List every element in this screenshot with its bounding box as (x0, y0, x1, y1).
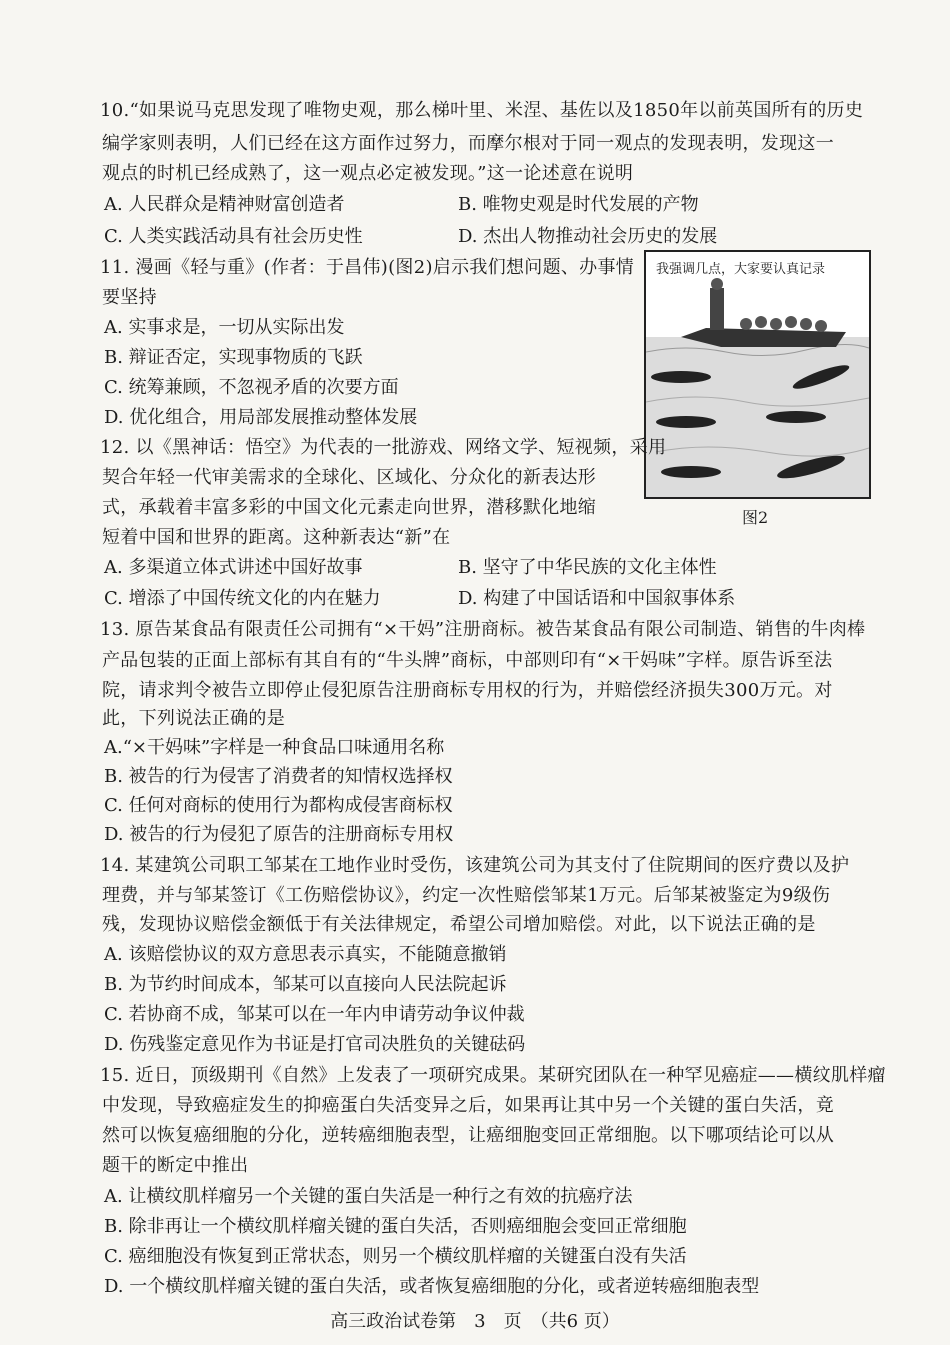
figure-label: 图2 (742, 508, 769, 527)
option-c: C. 增添了中国传统文化的内在魅力 (104, 588, 381, 609)
option-b: B. 被告的行为侵害了消费者的知情权选择权 (104, 766, 453, 787)
option-b: B. 辩证否定，实现事物质的飞跃 (104, 347, 363, 368)
question-text-line: 契合年轻一代审美需求的全球化、区域化、分众化的新表达形 (102, 467, 597, 488)
option-c: C. 若协商不成，邹某可以在一年内申请劳动争议仲裁 (104, 1004, 525, 1025)
option-a: A. 人民群众是精神财富创造者 (104, 194, 345, 215)
option-a: A. 该赔偿协议的双方意思表示真实，不能随意撤销 (104, 944, 507, 965)
question-text-line: 要坚持 (102, 287, 157, 308)
option-b: B. 坚守了中华民族的文化主体性 (458, 557, 717, 578)
option-d: D. 构建了中国话语和中国叙事体系 (458, 588, 736, 609)
option-b: B. 为节约时间成本，邹某可以直接向人民法院起诉 (104, 974, 507, 995)
question-text-line: 残，发现协议赔偿金额低于有关法律规定，希望公司增加赔偿。对此，以下说法正确的是 (102, 914, 816, 935)
question-text-line: 短着中国和世界的距离。这种新表达“新”在 (102, 527, 451, 548)
option-d: D. 杰出人物推动社会历史的发展 (458, 226, 718, 247)
option-a: A.“×干妈味”字样是一种食品口味通用名称 (104, 737, 445, 758)
option-a: A. 让横纹肌样瘤另一个关键的蛋白失活是一种行之有效的抗癌疗法 (104, 1186, 633, 1207)
option-c: C. 任何对商标的使用行为都构成侵害商标权 (104, 795, 453, 816)
option-c: C. 统筹兼顾，不忽视矛盾的次要方面 (104, 377, 399, 398)
option-a: A. 多渠道立体式讲述中国好故事 (104, 557, 363, 578)
page-footer: 高三政治试卷第 3 页 （共6 页） (330, 1311, 620, 1332)
question-text-line: 理费，并与邹某签订《工伤赔偿协议》，约定一次性赔偿邹某1万元。后邹某被鉴定为9级伤 (102, 885, 831, 906)
question-text-line: 10.“如果说马克思发现了唯物史观，那么梯叶里、米涅、基佐以及1850年以前英国所有的历史 (100, 100, 864, 121)
cartoon-image (646, 252, 869, 497)
option-b: B. 唯物史观是时代发展的产物 (458, 194, 699, 215)
question-text-line: 产品包装的正面上部标有其自有的“牛头牌”商标，中部则印有“×干妈味”字样。原告诉至法 (102, 650, 833, 671)
cartoon-figure (644, 250, 871, 499)
option-b: B. 除非再让一个横纹肌样瘤关键的蛋白失活，否则癌细胞会变回正常细胞 (104, 1216, 687, 1237)
question-text-line: 14. 某建筑公司职工邹某在工地作业时受伤，该建筑公司为其支付了住院期间的医疗费以及护 (100, 855, 850, 876)
question-text-line: 15. 近日，顶级期刊《自然》上发表了一项研究成果。某研究团队在一种罕见癌症——横纹肌样瘤 (100, 1065, 886, 1086)
question-text-line: 式，承载着丰富多彩的中国文化元素走向世界，潜移默化地缩 (102, 497, 597, 518)
option-d: D. 一个横纹肌样瘤关键的蛋白失活，或者恢复癌细胞的分化，或者逆转癌细胞表型 (104, 1276, 760, 1297)
question-text-line: 13. 原告某食品有限责任公司拥有“×干妈”注册商标。被告某食品有限公司制造、销售的牛肉棒 (100, 619, 866, 640)
question-text-line: 编学家则表明，人们已经在这方面作过努力，而摩尔根对于同一观点的发现表明，发现这一 (102, 133, 834, 154)
question-text-line: 11. 漫画《轻与重》(作者：于昌伟)(图2)启示我们想问题、办事情 (100, 257, 635, 278)
question-text-line: 观点的时机已经成熟了，这一观点必定被发现。”这一论述意在说明 (102, 163, 634, 184)
option-c: C. 癌细胞没有恢复到正常状态，则另一个横纹肌样瘤的关键蛋白没有失活 (104, 1246, 687, 1267)
option-c: C. 人类实践活动具有社会历史性 (104, 226, 363, 247)
option-d: D. 优化组合，用局部发展推动整体发展 (104, 407, 418, 428)
option-d: D. 被告的行为侵犯了原告的注册商标专用权 (104, 824, 454, 845)
question-text-line: 然可以恢复癌细胞的分化，逆转癌细胞表型，让癌细胞变回正常细胞。以下哪项结论可以从 (102, 1125, 834, 1146)
question-text-line: 题干的断定中推出 (102, 1155, 249, 1176)
option-a: A. 实事求是，一切从实际出发 (104, 317, 345, 338)
question-text-line: 12. 以《黑神话：悟空》为代表的一批游戏、网络文学、短视频，采用 (100, 437, 667, 458)
option-d: D. 伤残鉴定意见作为书证是打官司决胜负的关键砝码 (104, 1034, 526, 1055)
question-text-line: 院，请求判令被告立即停止侵犯原告注册商标专用权的行为，并赔偿经济损失300万元。对 (102, 680, 833, 701)
question-text-line: 中发现，导致癌症发生的抑癌蛋白失活变异之后，如果再让其中另一个关键的蛋白失活，竟 (102, 1095, 834, 1116)
figure-caption: 我强调几点，大家要认真记录 (656, 262, 826, 277)
question-text-line: 此，下列说法正确的是 (102, 708, 285, 729)
